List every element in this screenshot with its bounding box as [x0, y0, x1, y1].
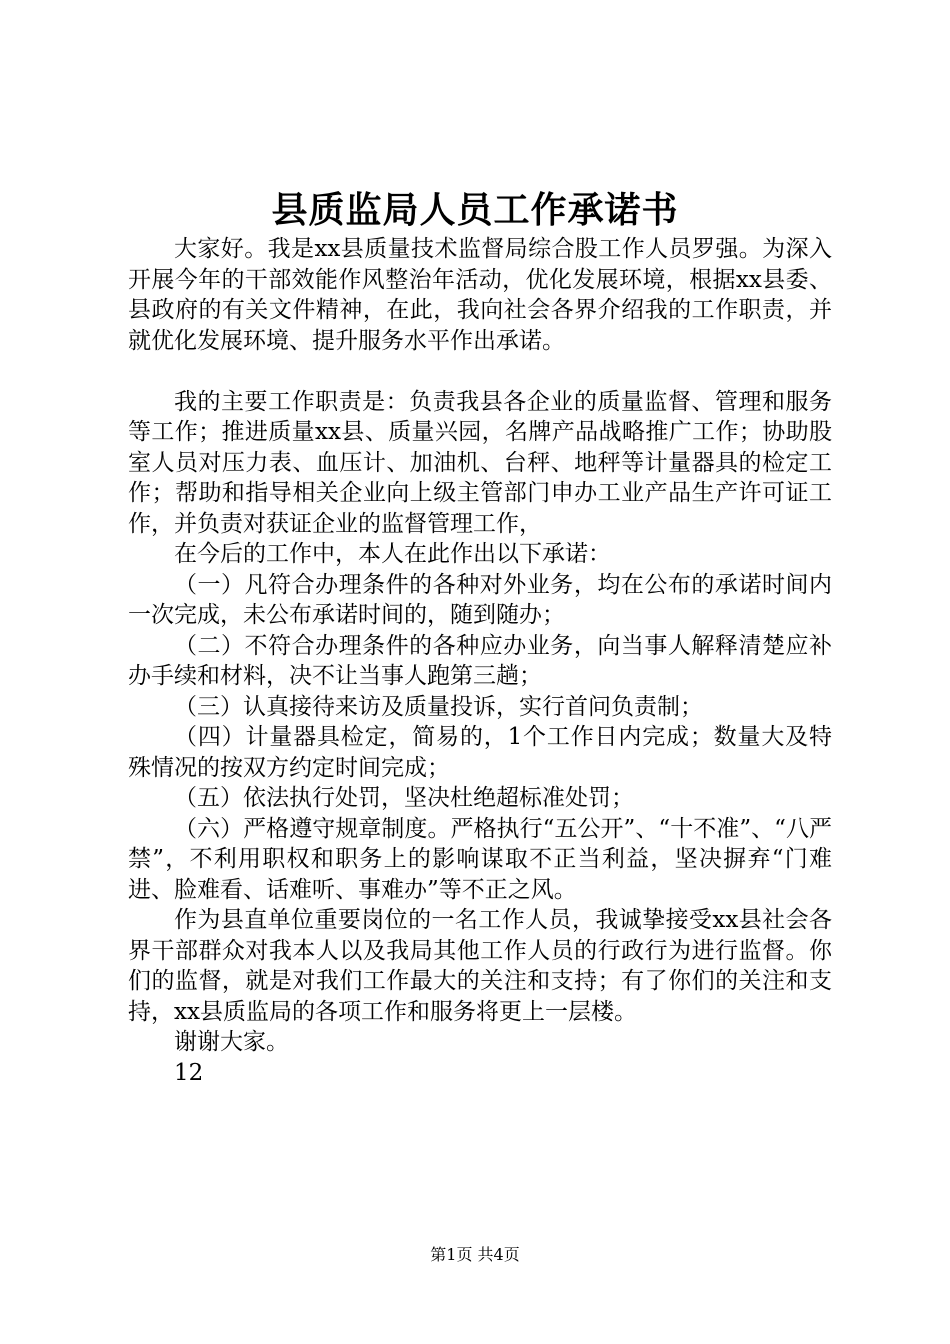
- paragraph-greeting: 大家好。我是xx县质量技术监督局综合股工作人员罗强。为深入开展今年的干部效能作风整治年活动，优化发展环境，根据xx县委、县政府的有关文件精神，在此，我向社会各界介绍我的工作职责，并就优化发展环境、提升服务水平作出承诺。: [128, 236, 832, 354]
- document-body: [128, 234, 832, 1088]
- commitment-item-5: （五）依法执行处罚，坚决杜绝超标准处罚；: [174, 785, 634, 811]
- paragraph-supervision: 作为县直单位重要岗位的一名工作人员，我诚挚接受xx县社会各界干部群众对我本人以及我局其他工作人员的行政行为进行监督。你们的监督，就是对我们工作最大的关注和支持；有了你们的关注和支持，xx县质监局的各项工作和服务将更上一层楼。: [128, 907, 832, 1025]
- paragraph-duties: 我的主要工作职责是：负责我县各企业的质量监督、管理和服务等工作；推进质量xx县、质量兴园，名牌产品战略推广工作；协助股室人员对压力表、血压计、加油机、台秤、地秤等计量器具的检定工作；帮助和指导相关企业向上级主管部门申办工业产品生产许可证工作，并负责对获证企业的监督管理工作，: [128, 388, 832, 537]
- commitment-item-2: （二）不符合办理条件的各种应办业务，向当事人解释清楚应补办手续和材料，决不让当事人跑第三趟；: [128, 632, 832, 689]
- document-title: 县质监局人员工作承诺书: [271, 189, 679, 231]
- paragraph-number: 12: [174, 1059, 204, 1086]
- commitment-item-4: （四）计量器具检定，简易的，1个工作日内完成；数量大及特殊情况的按双方约定时间完成；: [128, 724, 832, 781]
- commitment-item-1: （一）凡符合办理条件的各种对外业务，均在公布的承诺时间内一次完成，未公布承诺时间的，随到随办；: [128, 571, 832, 628]
- paragraph-commitment-intro: 在今后的工作中，本人在此作出以下承诺：: [174, 541, 611, 567]
- commitment-item-6: （六）严格遵守规章制度。严格执行“五公开”、“十不准”、“八严禁”，不利用职权和职务上的影响谋取不正当利益，坚决摒弃“门难进、脸难看、话难听、事难办”等不正之风。: [128, 815, 832, 903]
- page-footer: 第1页 共4页: [430, 1245, 520, 1264]
- paragraph-thanks: 谢谢大家。: [174, 1029, 289, 1055]
- commitment-item-3: （三）认真接待来访及质量投诉，实行首问负责制；: [174, 693, 703, 720]
